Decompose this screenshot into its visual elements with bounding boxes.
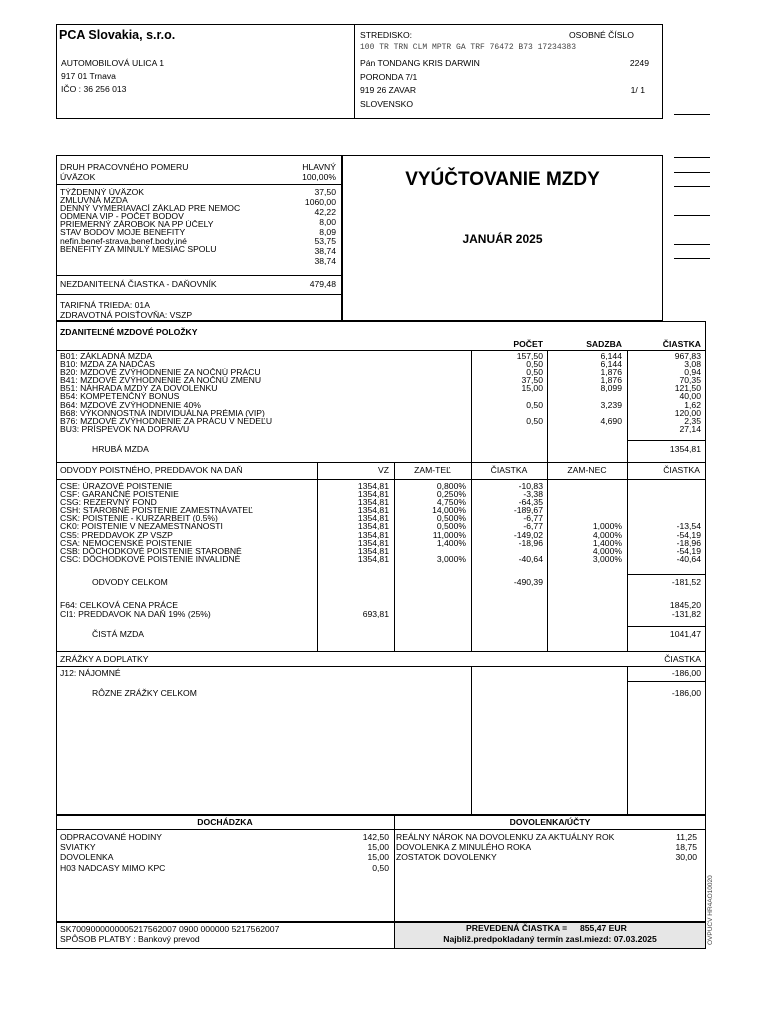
employee-street: PORONDA 7/1 (360, 72, 418, 82)
zrazky-header: ZRÁŽKY A DOPLATKY (60, 654, 149, 664)
deduction-ciastka-tel: -6,77 (523, 522, 543, 531)
deduction-vz: 1354,81 (357, 522, 389, 531)
col-ciastka: ČIASTKA (662, 339, 701, 349)
earnings-sadzba-value: 6,144 (600, 360, 622, 369)
deduction-zam-nec: 3,000% (592, 554, 622, 563)
hruba-mzda-label: HRUBÁ MZDA (92, 444, 149, 454)
dochadzka-value: 15,00 (367, 842, 389, 853)
col-line (471, 462, 472, 651)
company-name: PCA Slovakia, s.r.o. (59, 28, 176, 42)
deduction-ciastka-nec (630, 482, 701, 490)
margin-mark (674, 215, 710, 216)
odvody-celkom-nec: -181,52 (671, 577, 701, 587)
deduction-zam-nec: 4,000% (592, 530, 622, 539)
tarif-trieda: TARIFNÁ TRIEDA: 01A (60, 300, 150, 310)
deduction-zam-tel (396, 547, 466, 555)
earnings-sadzba-value: 6,144 (600, 352, 622, 361)
deduction-ciastka-nec (630, 498, 701, 506)
deduction-zam-nec: 4,000% (592, 546, 622, 555)
deduction-zam-nec (550, 514, 622, 522)
earnings-pocet-value (485, 409, 543, 417)
earnings-header-line (56, 350, 706, 351)
earnings-pocet-value: 15,00 (521, 384, 543, 393)
info-labels (60, 188, 275, 253)
dovolenka-label: ZOSTATOK DOVOLENKY (396, 852, 497, 863)
deduction-ciastka-tel: -64,35 (518, 498, 543, 507)
deduction-zam-tel: 0,500% (436, 522, 466, 531)
deduction-label: CSG: REZERVNÝ FOND (60, 498, 157, 507)
dochadzka-value: 15,00 (367, 852, 389, 863)
info-row-value: 8,00 (319, 217, 336, 227)
col-line (627, 350, 628, 462)
deduction-zam-nec (550, 498, 622, 506)
earnings-item-label: B64: MZDOVÉ ZVÝHODNENIE 40% (60, 400, 201, 409)
earnings-sadzba (560, 352, 622, 433)
deduction-zam-tel: 1,400% (436, 538, 466, 547)
deduction-zam-nec (550, 482, 622, 490)
info-line (56, 184, 342, 185)
deduction-label: CSA: NEMOCENSKÉ POISTENIE (60, 538, 192, 547)
earnings-sadzba-value: 1,876 (600, 368, 622, 377)
earnings-pocet-value: 157,50 (516, 352, 543, 361)
deduction-ciastka-nec: -13,54 (676, 522, 701, 531)
attendance-divider (394, 815, 395, 922)
earnings-labels (60, 352, 470, 433)
druh-label: DRUH PRACOVNÉHO POMERU (60, 162, 189, 172)
col-line (317, 462, 318, 651)
margin-mark (674, 186, 710, 187)
earnings-sadzba-value: 3,239 (600, 400, 622, 409)
nezdanitelna-value: 479,48 (309, 279, 336, 289)
company-city: 917 01 Trnava (61, 71, 116, 81)
dochadzka-values (320, 832, 389, 873)
info-row-value: 8,09 (319, 227, 336, 237)
ci1-value: -131,82 (671, 609, 701, 619)
col-ciastka-nec: ČIASTKA (663, 465, 700, 475)
deductions-zam-nec (550, 482, 622, 563)
stredisko-label: STREDISKO: (360, 30, 413, 40)
earnings-pocet-value: 0,50 (526, 360, 543, 369)
dovolenka-value: 18,75 (675, 842, 697, 853)
col-line (627, 462, 628, 651)
cista-top-line (627, 626, 706, 627)
earnings-ciastka-value: 2,35 (684, 416, 701, 425)
f64-value: 1845,20 (669, 600, 701, 610)
employee-city: 919 26 ZAVAR (360, 85, 417, 95)
prevedena-value: 855,47 EUR (580, 923, 627, 933)
earnings-pocet-value: 37,50 (521, 376, 543, 385)
dovolenka-labels (396, 832, 636, 863)
earnings-ciastka (640, 352, 701, 433)
attendance-header-line (56, 829, 706, 830)
deduction-ciastka-tel (474, 547, 543, 555)
info-row-label: STAV BODOV MOJE BENEFITY (60, 228, 186, 237)
employee-code-line: 100 TR TRN CLM MPTR GA TRF 76472 B73 17234383 (360, 43, 577, 52)
earnings-pocet-value (485, 392, 543, 400)
earnings-item-label: B68: VÝKONNOSTNÁ INDIVIDUÁLNA PRÉMIA (VIP) (60, 408, 265, 417)
company-ico: IČO : 36 256 013 (61, 84, 127, 94)
dovolenka-value: 30,00 (675, 852, 697, 863)
employee-number: 2249 (629, 58, 649, 68)
cista-mzda-label: ČISTÁ MZDA (92, 629, 145, 639)
info-row-value: 38,74 (314, 257, 336, 267)
deductions-labels (60, 482, 316, 563)
deduction-ciastka-nec (630, 506, 701, 514)
deduction-vz: 1354,81 (357, 498, 389, 507)
header-divider (354, 24, 355, 119)
margin-mark (674, 172, 710, 173)
dovolenka-value: 11,25 (676, 832, 697, 842)
j12-label: J12: NÁJOMNÉ (60, 668, 121, 678)
earnings-item-label: B54: KOMPETENČNÝ BONUS (60, 392, 180, 401)
deduction-vz: 1354,81 (357, 538, 389, 547)
earnings-item-label: B01: ZÁKLADNÁ MZDA (60, 352, 153, 361)
col-pocet: POČET (513, 339, 543, 349)
info-row-label: ODMENA VIP - POČET BODOV (60, 212, 184, 221)
cista-mzda-value: 1041,47 (669, 629, 701, 639)
hruba-mzda-value: 1354,81 (669, 444, 701, 454)
page-number: 1/ 1 (630, 85, 645, 95)
info-row-value: 53,75 (314, 237, 336, 247)
earnings-pocet-value: 0,50 (526, 416, 543, 425)
dochadzka-label: DOVOLENKA (60, 852, 114, 863)
dochadzka-value: 142,50 (362, 832, 389, 842)
deduction-ciastka-nec: -40,64 (676, 554, 701, 563)
dochadzka-header: DOCHÁDZKA (197, 817, 253, 827)
earnings-ciastka-value: 70,35 (679, 376, 701, 385)
deduction-zam-tel: 4,750% (436, 498, 466, 507)
hruba-top-line (627, 440, 706, 441)
info-row-value: 37,50 (314, 188, 336, 197)
earnings-item-label: BU3: PRÍSPEVOK NA DOPRAVU (60, 424, 190, 433)
deduction-label: CK0: POISTENIE V NEZAMESTNANOSTI (60, 522, 223, 531)
info-row-label: TÝŽDENNÝ ÚVÄZOK (60, 188, 145, 197)
uvazok-label: ÚVÄZOK (60, 172, 96, 182)
earnings-ciastka-value: 27,14 (679, 424, 701, 433)
ci1-vz: 693,81 (362, 609, 389, 619)
earnings-ciastka-value: 121,50 (674, 384, 701, 393)
info-row-label: ZMLUVNÁ MZDA (60, 196, 128, 205)
deduction-label: CSC: DÔCHODKOVÉ POISTENIE INVALIDNÉ (60, 554, 241, 563)
earnings-pocet-value: 0,50 (526, 400, 543, 409)
margin-mark (674, 114, 710, 115)
zrazky-header-line (56, 666, 706, 667)
deduction-ciastka-tel: -40,64 (518, 554, 543, 563)
deduction-ciastka-nec: -54,19 (676, 530, 701, 539)
earnings-ciastka-value: 967,83 (674, 352, 701, 361)
col-line (547, 350, 548, 462)
info-row-value: 1060,00 (304, 197, 336, 207)
odvody-celkom-label: ODVODY CELKOM (92, 577, 168, 587)
margin-mark (674, 258, 710, 259)
col-line (547, 462, 548, 651)
document-period: JANUÁR 2025 (462, 232, 543, 246)
deduction-vz: 1354,81 (357, 554, 389, 563)
deduction-label: CSK: POISTENIE - KURZARBEIT (0.5%) (60, 514, 218, 523)
earnings-item-label: B51: NÁHRADA MZDY ZA DOVOLENKU (60, 384, 218, 393)
margin-mark (674, 157, 710, 158)
prevedena-label: PREVEDENÁ ČIASTKA = (466, 923, 568, 933)
deduction-zam-nec (550, 490, 622, 498)
earnings-item-label: B41: MZDOVÉ ZVÝHODNENIE ZA NOČNÚ ZMENU (60, 376, 262, 385)
employee-country: SLOVENSKO (360, 99, 414, 109)
deduction-ciastka-nec (630, 514, 701, 522)
margin-mark (674, 244, 710, 245)
earnings-item-label: B20: MZDOVÉ ZVÝHODNENIE ZA NOČNÚ PRÁCU (60, 368, 261, 377)
payment-method: SPÔSOB PLATBY : Bankový prevod (60, 934, 200, 944)
deduction-zam-tel: 0,800% (436, 482, 466, 491)
earnings-sadzba-value (560, 409, 622, 417)
deduction-zam-tel: 3,000% (436, 554, 466, 563)
col-vz: VZ (378, 465, 389, 475)
info-row-value: 38,74 (314, 247, 336, 257)
col-zam-tel: ZAM-TEĽ (414, 465, 451, 475)
col-zam-nec: ZAM-NEC (567, 465, 607, 475)
dochadzka-label: H03 NADCASY MIMO KPC (60, 862, 166, 873)
dovolenka-label: REÁLNY NÁROK NA DOVOLENKU ZA AKTUÁLNY ROK (396, 832, 615, 842)
nezdanitelna-label: NEZDANITEĽNÁ ČIASTKA - DAŇOVNÍK (60, 279, 217, 289)
deductions-header-line (56, 479, 706, 480)
deductions-zam-tel (396, 482, 466, 563)
odvody-top-line (627, 574, 706, 575)
col-ciastka-tel: ČIASTKA (490, 465, 528, 475)
earnings-pocet-value (485, 425, 543, 433)
deduction-label: CS5: PREDDAVOK ZP VSZP (60, 530, 173, 539)
dovolenka-label: DOVOLENKA Z MINULÉHO ROKA (396, 842, 532, 853)
deduction-vz: 1354,81 (357, 482, 389, 491)
f64-label: F64: CELKOVÁ CENA PRÁCE (60, 600, 178, 610)
deduction-ciastka-tel: -3,38 (523, 490, 543, 499)
j12-value: -186,00 (671, 668, 701, 678)
ci1-label: CI1: PREDDAVOK NA DAŇ 19% (25%) (60, 609, 211, 619)
deductions-ciastka-nec (630, 482, 701, 563)
col-line (394, 462, 395, 651)
deduction-ciastka-tel: -189,67 (513, 506, 543, 515)
uvazok-value: 100,00% (302, 172, 336, 182)
zrazky-total-line (627, 681, 706, 682)
employee-name: Pán TONDANG KRIS DARWIN (360, 58, 480, 68)
earnings-item-label: B10: MZDA ZA NADČAS (60, 360, 156, 369)
info-row-value: 42,22 (314, 207, 336, 217)
deduction-ciastka-tel: -18,96 (518, 538, 543, 547)
earnings-pocet (485, 352, 543, 433)
deduction-zam-tel: 0,500% (436, 514, 466, 523)
company-street: AUTOMOBILOVÁ ULICA 1 (61, 58, 164, 68)
druh-value: HLAVNÝ (302, 162, 336, 172)
deduction-label: CSE: ÚRAZOVÉ POISTENIE (60, 482, 173, 491)
earnings-sadzba-value (560, 392, 622, 400)
osobne-cislo-label: OSOBNÉ ČÍSLO (569, 30, 634, 40)
col-line (627, 666, 628, 815)
payment-date: Najbliž.predpokladaný termín zasl.miezd: 07.03.2025 (443, 934, 657, 944)
deductions-header: ODVODY POISTNÉHO, PREDDAVOK NA DAŇ (60, 465, 243, 475)
zrazky-top-line (56, 651, 706, 652)
deduction-label: CSF: GARANČNÉ POISTENIE (60, 490, 179, 499)
deduction-vz: 1354,81 (357, 514, 389, 523)
deduction-vz: 1354,81 (357, 506, 389, 515)
side-code: OVPUCV HR4AO10020 (707, 875, 714, 945)
deduction-label: CSH: STAROBNÉ POISTENIE ZAMESTNÁVATEĽ (60, 506, 253, 515)
deduction-zam-tel: 14,000% (432, 506, 466, 515)
dochadzka-label: SVIATKY (60, 842, 96, 853)
bank-account: SK7009000000005217562007 0900 000000 5217562007 (60, 924, 280, 934)
info-row-label: PRIEMERNÝ ZÁROBOK NA PP ÚČELY (60, 220, 214, 229)
odvody-celkom-tel: -490,39 (513, 577, 543, 587)
zrazky-total-value: -186,00 (671, 688, 701, 698)
deduction-zam-nec (550, 506, 622, 514)
deductions-vz (320, 482, 389, 563)
deductions-top-line (56, 462, 706, 463)
deductions-ciastka-tel (474, 482, 543, 563)
info-row-label: DENNÝ VYMERIAVACÍ ZÁKLAD PRE NEMOC (60, 204, 241, 213)
dochadzka-value: 0,50 (372, 862, 389, 873)
earnings-item-label: B76: MZDOVÉ ZVÝHODNENIE ZA PRÁCU V NEDEĽU (60, 416, 273, 425)
col-sadzba: SADZBA (586, 339, 622, 349)
dochadzka-labels (60, 832, 310, 873)
col-line (471, 666, 472, 815)
deduction-zam-nec: 1,400% (592, 538, 622, 547)
deduction-ciastka-nec: -54,19 (676, 546, 701, 555)
col-line (471, 350, 472, 462)
deduction-zam-nec: 1,000% (592, 522, 622, 531)
zdravotna-poistovna: ZDRAVOTNÁ POISŤOVŇA: VSZP (60, 310, 193, 320)
dovolenka-values (630, 832, 697, 863)
earnings-pocet-value: 0,50 (526, 368, 543, 377)
earnings-sadzba-value: 8,099 (600, 384, 622, 393)
deduction-vz: 1354,81 (357, 530, 389, 539)
deduction-ciastka-nec (630, 490, 701, 498)
earnings-sadzba-value (560, 425, 622, 433)
dovolenka-header: DOVOLENKA/ÚČTY (509, 817, 591, 827)
earnings-ciastka-value: 40,00 (679, 392, 701, 401)
dochadzka-label: ODPRACOVANÉ HODINY (60, 832, 163, 842)
earnings-ciastka-value: 120,00 (674, 408, 701, 417)
document-title: VYÚČTOVANIE MZDY (405, 169, 600, 190)
info-line (56, 294, 342, 295)
info-row-label: BENEFITY ZA MINULÝ MESIAC SPOLU (60, 244, 217, 253)
info-line (56, 275, 342, 276)
deduction-vz: 1354,81 (357, 490, 389, 499)
deduction-zam-tel: 0,250% (436, 490, 466, 499)
zrazky-col-ciastka: ČIASTKA (664, 654, 701, 664)
deduction-zam-tel: 11,000% (432, 530, 466, 539)
earnings-ciastka-value: 3,08 (684, 360, 701, 369)
earnings-header: ZDANITEĽNÉ MZDOVÉ POLOŽKY (60, 327, 198, 337)
earnings-sadzba-value: 1,876 (600, 376, 622, 385)
earnings-ciastka-value: 1,62 (684, 400, 701, 409)
info-row-label: nefin.benef-strava,benef.body,iné (60, 236, 187, 245)
deduction-ciastka-tel: -149,02 (513, 530, 543, 539)
earnings-sadzba-value: 4,690 (600, 416, 622, 425)
deduction-ciastka-nec: -18,96 (676, 538, 701, 547)
deduction-ciastka-tel: -6,77 (523, 514, 543, 523)
deduction-vz: 1354,81 (357, 546, 389, 555)
deduction-label: CSB: DÔCHODKOVÉ POISTENIE STAROBNÉ (60, 546, 242, 555)
deduction-ciastka-tel: -10,83 (518, 482, 543, 491)
info-values (276, 188, 336, 267)
earnings-ciastka-value: 0,94 (684, 368, 701, 377)
zrazky-total-label: RÔZNE ZRÁŽKY CELKOM (92, 688, 197, 698)
